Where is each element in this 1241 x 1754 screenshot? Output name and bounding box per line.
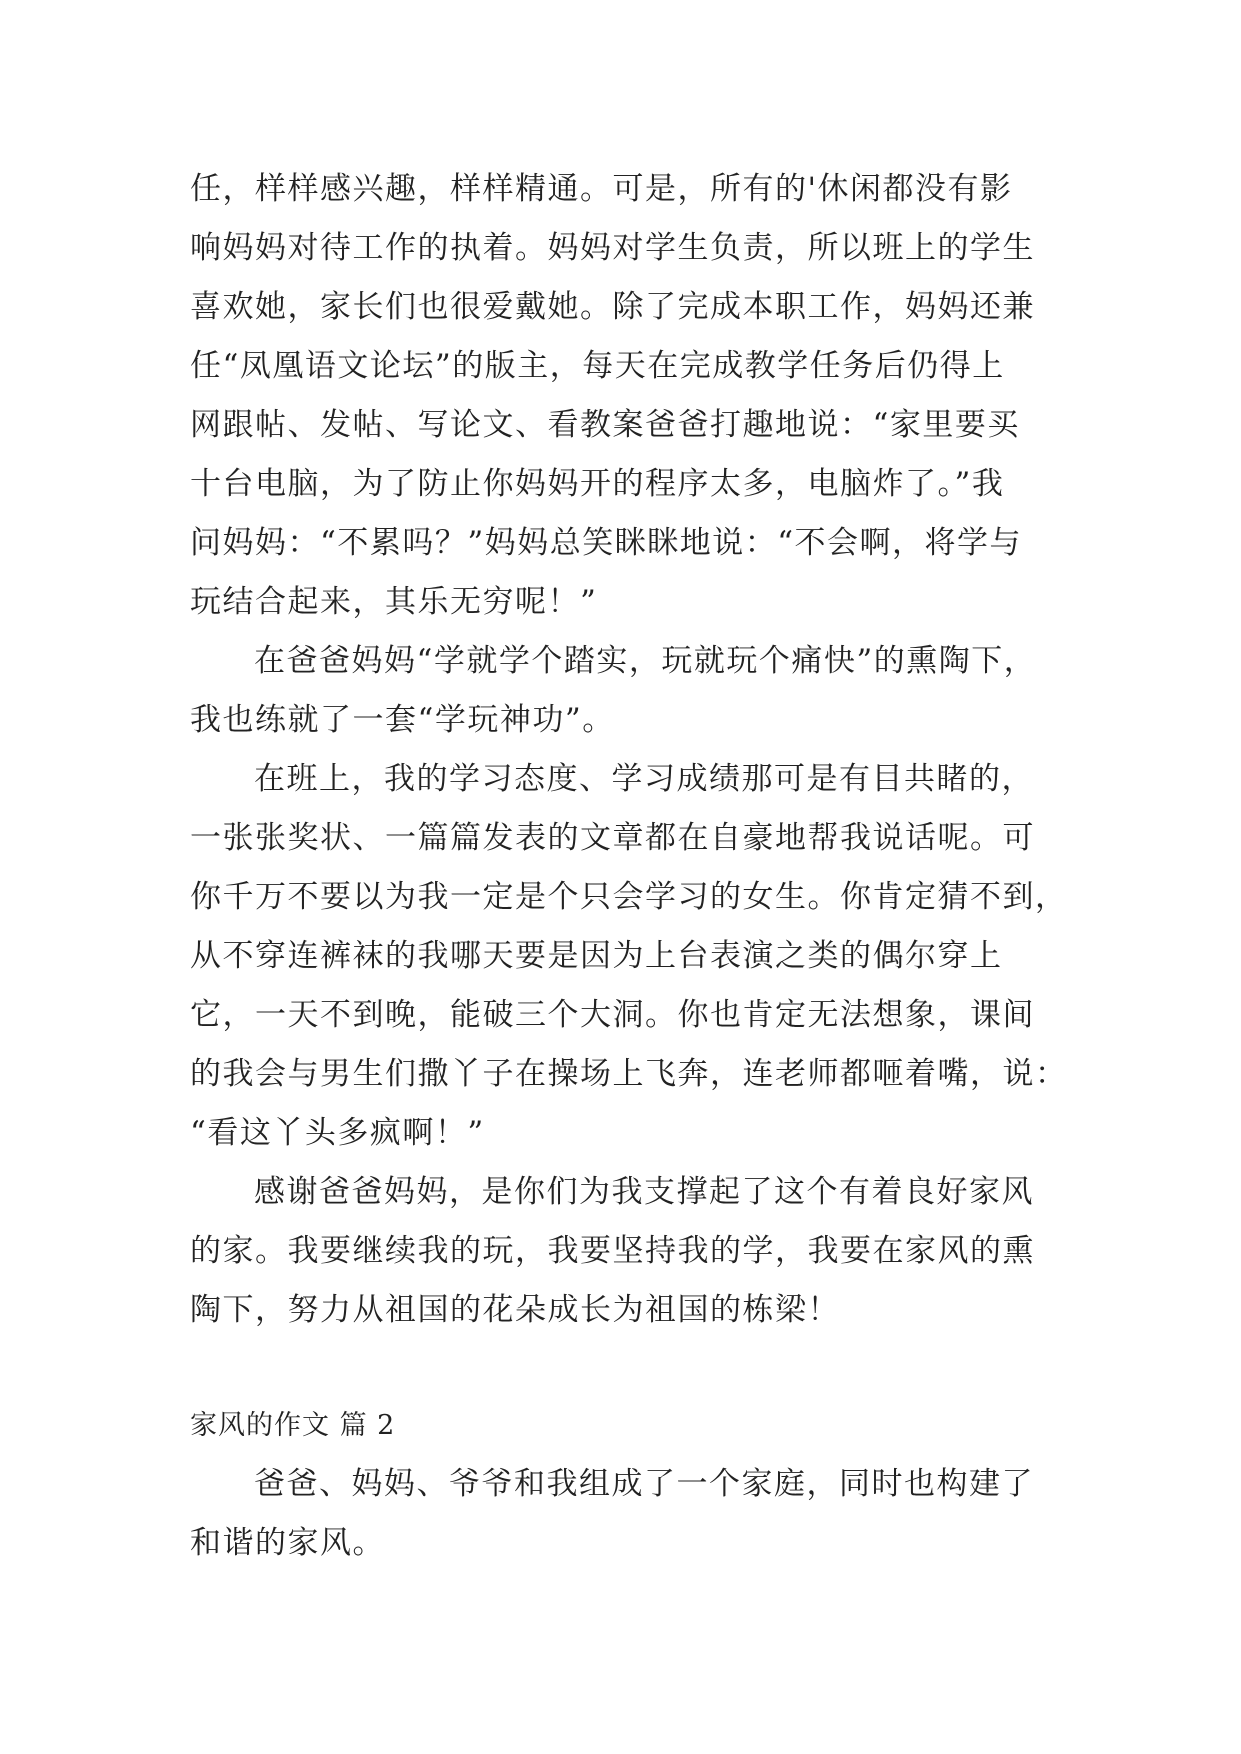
text-line: 十台电脑，为了防止你妈妈开的程序太多，电脑炸了。”我 xyxy=(190,466,1005,502)
paragraph-start-line: 爸爸、妈妈、爷爷和我组成了一个家庭，同时也构建了 xyxy=(254,1466,1034,1502)
text-line: 从不穿连裤袜的我哪天要是因为上台表演之类的偶尔穿上 xyxy=(190,938,1003,974)
paragraph-start-line: 在班上，我的学习态度、学习成绩那可是有目共睹的， xyxy=(254,761,1034,797)
paragraph-start-line: 在爸爸妈妈“学就学个踏实，玩就玩个痛快”的熏陶下， xyxy=(254,643,1037,679)
text-line: 的我会与男生们撒丫子在操场上飞奔，连老师都咂着嘴，说： xyxy=(190,1056,1068,1092)
document-body xyxy=(190,160,1068,1573)
section-heading-wrapper xyxy=(190,1396,1050,1455)
text-line: 一张张奖状、一篇篇发表的文章都在自豪地帮我说话呢。可 xyxy=(190,820,1035,856)
text-line: 网跟帖、发帖、写论文、看教案爸爸打趣地说：“家里要买 xyxy=(190,407,1020,443)
text-line: 玩结合起来，其乐无穷呢！” xyxy=(190,584,598,620)
text-line: “看这丫头多疯啊！” xyxy=(190,1115,485,1151)
section-heading: 家风的作文 篇 2 xyxy=(190,1410,396,1441)
paragraph-start-line: 感谢爸爸妈妈，是你们为我支撑起了这个有着良好家风 xyxy=(254,1174,1034,1210)
text-line: 任，样样感兴趣，样样精通。可是，所有的'休闲都没有影 xyxy=(190,171,1013,207)
text-line: 任“凤凰语文论坛”的版主，每天在完成教学任务后仍得上 xyxy=(190,348,1005,384)
text-line: 和谐的家风。 xyxy=(190,1525,385,1561)
text-line: 你千万不要以为我一定是个只会学习的女生。你肯定猜不到， xyxy=(190,879,1068,915)
text-line: 喜欢她，家长们也很爱戴她。除了完成本职工作，妈妈还兼 xyxy=(190,289,1035,325)
text-line: 我也练就了一套“学玩神功”。 xyxy=(190,702,615,738)
text-line: 问妈妈：“不累吗？”妈妈总笑眯眯地说：“不会啊，将学与 xyxy=(190,525,1023,561)
text-line: 它，一天不到晚，能破三个大洞。你也肯定无法想象，课间 xyxy=(190,997,1035,1033)
text-line: 陶下，努力从祖国的花朵成长为祖国的栋梁！ xyxy=(190,1292,840,1328)
text-line: 响妈妈对待工作的执着。妈妈对学生负责，所以班上的学生 xyxy=(190,230,1035,266)
text-line: 的家。我要继续我的玩，我要坚持我的学，我要在家风的熏 xyxy=(190,1233,1035,1269)
